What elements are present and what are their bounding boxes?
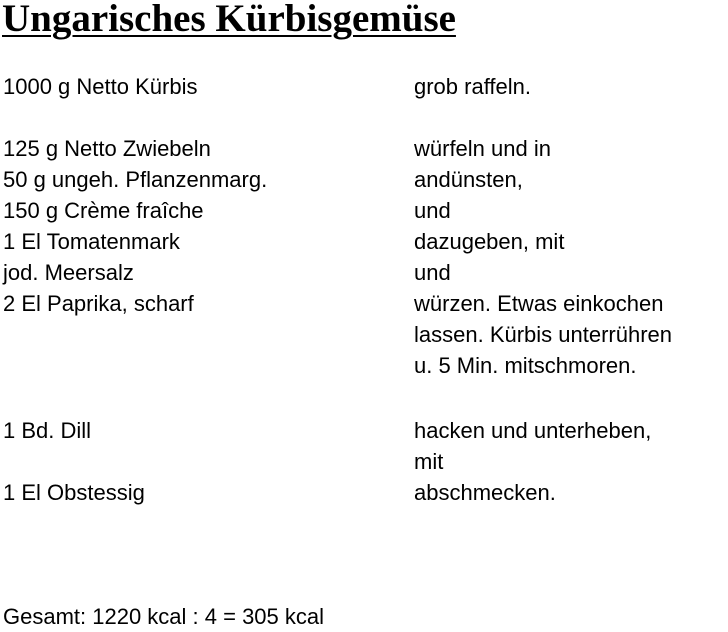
ingredient-line: 1 El Obstessig (3, 480, 145, 505)
instruction-line: würfeln und in (414, 136, 551, 161)
instruction-line: dazugeben, mit (414, 229, 565, 254)
instruction-line: hacken und unterheben, (414, 418, 652, 443)
instruction-line: mit (414, 449, 444, 474)
instruction-line: und (414, 260, 451, 285)
recipe-title: Ungarisches Kürbisgemüse (2, 0, 456, 40)
instruction-line: andünsten, (414, 167, 523, 192)
instruction-line: grob raffeln. (414, 74, 532, 99)
instruction-line: lassen. Kürbis unterrühren (414, 322, 673, 347)
ingredient-line: 2 El Paprika, scharf (3, 291, 194, 316)
ingredient-line: 50 g ungeh. Pflanzenmarg. (3, 167, 268, 192)
instruction-line: würzen. Etwas einkochen (414, 291, 664, 316)
ingredient-line: 1000 g Netto Kürbis (3, 74, 198, 99)
ingredient-line: 1 El Tomatenmark (3, 229, 180, 254)
calorie-total: Gesamt: 1220 kcal : 4 = 305 kcal (3, 604, 325, 629)
instruction-line: abschmecken. (414, 480, 556, 505)
instruction-line: und (414, 198, 451, 223)
ingredient-line: 150 g Crème fraîche (3, 198, 204, 223)
ingredient-line: 125 g Netto Zwiebeln (3, 136, 211, 161)
instruction-line: u. 5 Min. mitschmoren. (414, 353, 637, 378)
ingredient-line: 1 Bd. Dill (3, 418, 92, 443)
ingredient-line: jod. Meersalz (3, 260, 134, 285)
